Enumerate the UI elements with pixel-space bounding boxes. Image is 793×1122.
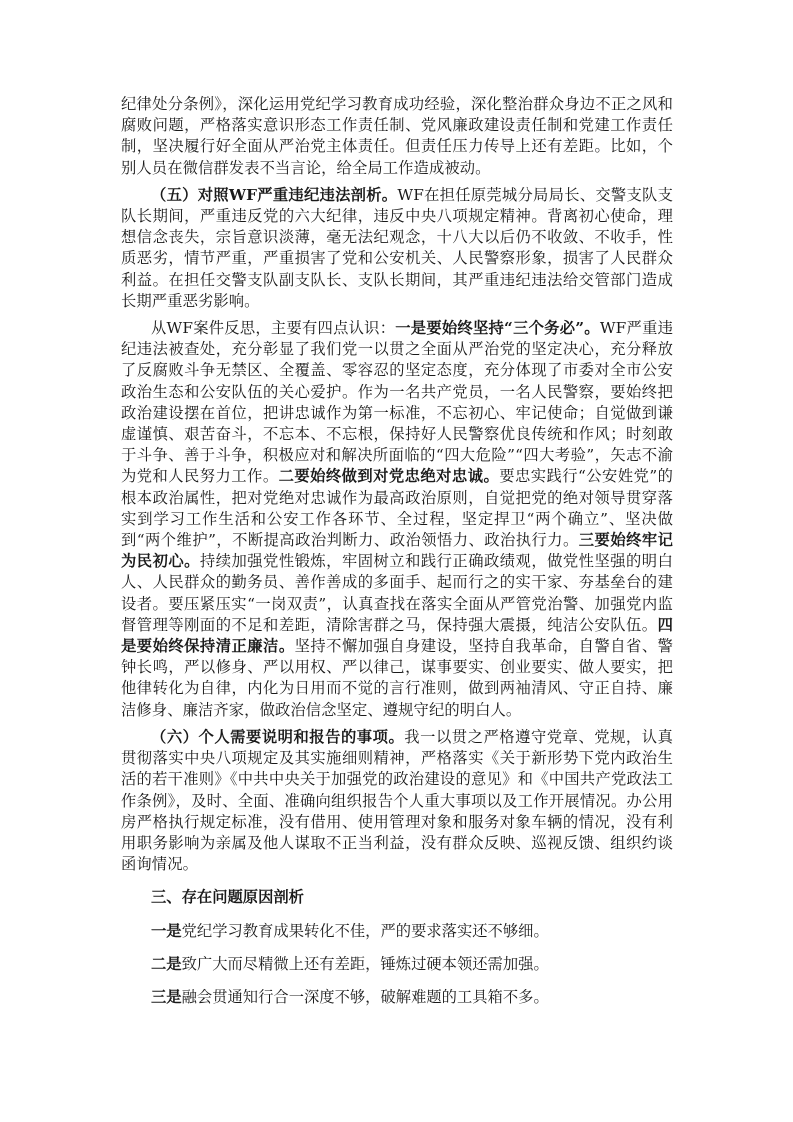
reflection-point-3: 三要始终牢记为民初心。 bbox=[121, 531, 673, 571]
cause-text: 融会贯通知行合一深度不够，破解难题的工具箱不多。 bbox=[181, 987, 549, 1006]
reflection-point-1: 一是要始终坚持“三个务必”。 bbox=[395, 319, 600, 338]
section-title-3: 三、存在问题原因剖析 bbox=[151, 888, 304, 907]
cause-text: 党纪学习教育成果转化不佳，严的要求落实还不够细。 bbox=[181, 921, 549, 940]
section-heading-5: （五）对照WF严重违纪违法剖析。 bbox=[151, 185, 398, 204]
paragraph-text: 我一以贯之严格遵守党章、党规，认真贯彻落实中央八项规定及其实施细则精神，严格落实《关于新形势下党内政治生活的若干准则》《中共中央关于加强党的政治建设的意见》和《中国共产党政法工作条例》，及时、全面、准确向组织报告个人重大事项以及工作开展情况。办公用房严格执行规定标准，没有借用、使用管理对象和服务对象车辆的情况，没有利用职务影响为亲属及他人谋取不正当利益，没有群众反映、巡视反馈、组织约谈函询情况。 bbox=[121, 727, 673, 874]
section-heading-6: （六）个人需要说明和报告的事项。 bbox=[151, 727, 405, 746]
reflection-text-2: 要忠实践行“公安姓党”的根本政治属性，把对党绝对忠诚作为最高政治原则，自觉把党的绝对领导贯穿落实到学习工作生活和公安工作各环节、全过程，坚定捍卫“两个确立”、坚决做到“两个维护”，不断提高政治判断力、政治领悟力、政治执行力。 bbox=[121, 467, 674, 550]
cause-item-2 bbox=[121, 954, 673, 975]
reflection-text-1: WF严重违纪违法被查处，充分彰显了我们党一以贯之全面从严治党的坚定决心，充分释放了反腐败斗争无禁区、全覆盖、零容忍的坚定态度，充分体现了市委对全市公安政治生态和公安队伍的关心爱护。作为一名共产党员，一名人民警察，要始终把政治建设摆在首位，把讲忠诚作为第一标准，不忘初心、牢记使命；自觉做到谦虚谨慎、艰苦奋斗，不忘本、不忘根，保持好人民警察优良传统和作风；时刻敢于斗争、善于斗争，积极应对和解决所面临的“四大危险”“四大考验”，矢志不渝为党和人民努力工作。 bbox=[121, 319, 674, 486]
cause-lead: 二是 bbox=[151, 954, 182, 973]
reflection-point-2: 二要始终做到对党忠绝对忠诚。 bbox=[278, 467, 500, 486]
paragraph-text: 纪律处分条例》，深化运用党纪学习教育成功经验，深化整治群众身边不正之风和腐败问题，严格落实意识形态工作责任制、党风廉政建设责任制和党建工作责任制，坚决履行好全面从严治党主体责任。但责任压力传导上还有差距。比如，个别人员在微信群发表不当言论，给全局工作造成被动。 bbox=[121, 95, 673, 177]
cause-text: 致广大而尽精微上还有差距，锤炼过硬本领还需加强。 bbox=[181, 954, 549, 973]
cause-lead: 一是 bbox=[151, 921, 182, 940]
cause-item-1 bbox=[121, 921, 673, 942]
paragraph-reflections bbox=[121, 318, 673, 721]
cause-item-3 bbox=[121, 987, 673, 1008]
paragraph-text: WF在担任原莞城分局局长、交警支队支队长期间，严重违反党的六大纪律，违反中央八项规定精神。背离初心使命，理想信念丧失，宗旨意识淡薄，毫无法纪观念，十八大以后仍不收敛、不收手，性质恶劣，情节严重，严重损害了党和公安机关、人民警察形象，损害了人民群众利益。在担任交警支队副支队长、支队长期间，其严重违纪违法给交管部门造成长期严重恶劣影响。 bbox=[121, 185, 674, 310]
reflection-text-3: 持续加强党性锻炼，牢固树立和践行正确政绩观，做党性坚强的明白人、人民群众的勤务员、善作善成的多面手、起而行之的实干家、夯基垒台的建设者。要压紧压实“一岗双责”，认真查找在落实全面从严管党治警、加强党内监督管理等刚面的不足和差距，清除害群之马，保持强大震摄，纯洁公安队伍。 bbox=[121, 552, 673, 634]
reflection-intro: 从WF案件反思，主要有四点认识： bbox=[151, 319, 396, 338]
reflection-point-4: 四是要始终保持清正廉洁。 bbox=[121, 615, 673, 656]
paragraph-wf-case bbox=[121, 185, 673, 312]
cause-lead: 三是 bbox=[151, 987, 182, 1006]
paragraph-personal-report bbox=[121, 727, 673, 875]
document-page bbox=[121, 94, 673, 1008]
reflection-text-4: 坚持不懈加强自身建设，坚持自我革命，自警自省、警钟长鸣，严以修身、严以用权、严以律己，谋事要实、创业要实、做人要实，把他律转化为自律，内化为日用而不觉的言行准则，做到两袖清风、守正自持、廉洁修身、廉洁齐家，做政治信念坚定、遵规守纪的明白人。 bbox=[121, 637, 673, 719]
paragraph-accountability bbox=[121, 94, 673, 179]
